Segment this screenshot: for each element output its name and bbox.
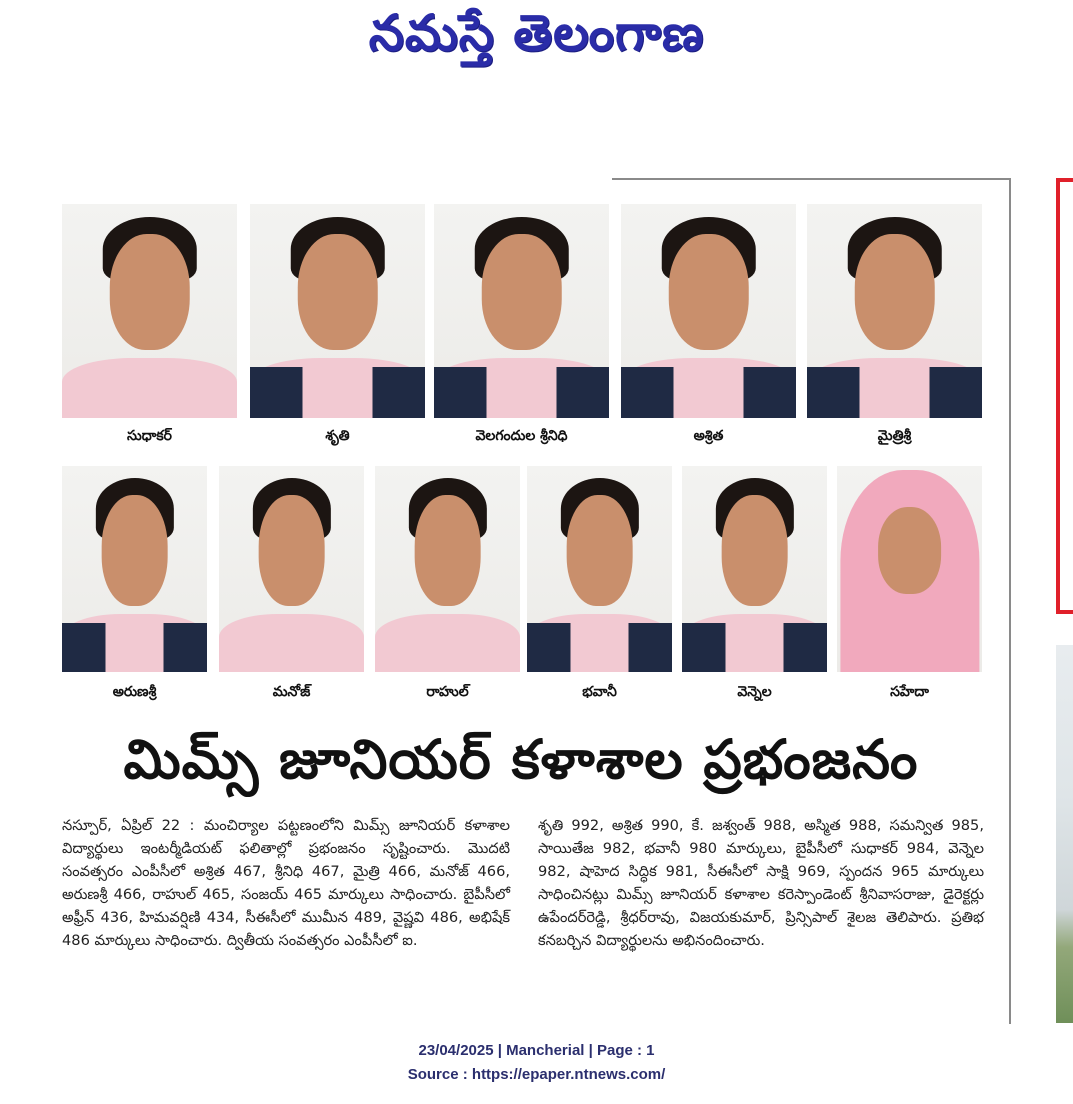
student-name-caption: సుధాకర్ bbox=[127, 428, 172, 444]
student-photo bbox=[250, 204, 425, 418]
student-photo bbox=[375, 466, 520, 672]
column-divider bbox=[1009, 178, 1011, 1024]
adjacent-article-photo bbox=[1056, 645, 1073, 1023]
student-photo bbox=[621, 204, 796, 418]
student-name-caption: మైత్రిశ్రీ bbox=[877, 428, 912, 444]
student-name-caption: వెలగందుల శ్రీనిధి bbox=[475, 428, 568, 444]
article-column-left bbox=[62, 814, 510, 952]
student-photo bbox=[837, 466, 982, 672]
student-photo bbox=[434, 204, 609, 418]
section-divider-top bbox=[612, 178, 1011, 180]
student-photo bbox=[807, 204, 982, 418]
student-name-caption: సహేదా bbox=[890, 684, 929, 700]
article-text-right: శృతి 992, అశ్రిత 990, కే. జశ్వంత్ 988, అస్మిత 988, సమన్విత 985, సాయితేజ 982, భవానీ 980 మార్కులు, బైపీసీలో సుధాకర్ 984, వెన్నెల 982, షాహెద సిద్ధిక 981, సీఈసీలో సాక్షి 969, స్పందన 965 మార్కులు సాధించినట్లు మిమ్స్ జూనియర్ కళాశాల కరెస్పాండెంట్ శ్రీనివాసరాజు, డైరెక్టర్లు ఉపేందర్‌రెడ్డి, శ్రీధర్‌రావు, విజయకుమార్, ప్రిన్సిపాల్ శైలజ తెలిపారు. ప్రతిభ కనబర్చిన విద్యార్థులను అభినందించారు. bbox=[538, 817, 984, 949]
student-photo bbox=[62, 466, 207, 672]
student-photo bbox=[219, 466, 364, 672]
student-name-caption: అశ్రిత bbox=[693, 428, 724, 444]
student-name-caption: శృతి bbox=[325, 428, 350, 444]
newspaper-masthead: నమస్తే తెలంగాణ bbox=[368, 4, 705, 62]
article-text-left: నస్పూర్, ఏప్రిల్ 22 : మంచిర్యాల పట్టణంలోని మిమ్స్ జూనియర్ కళాశాల విద్యార్థులు ఇంటర్మీడియట్ ఫలితాల్లో ప్రభంజనం సృష్టించారు. మొదటి సంవత్సరం ఎంపీసీలో అశ్రిత 467, శ్రీనిధి 467, మైత్రి 466, మనోజ్ 466, అరుణశ్రీ 466, రాహుల్ 465, సంజయ్ 465 మార్కులు సాధించారు. బైపీసీలో అఫ్రీన్ 436, హిమవర్షిణి 434, సీఈసీలో ముమీన 489, వైష్ణవి 486, అభిషేక్ 486 మార్కులు సాధించారు. ద్వితీయ సంవత్సరం ఎంపీసీలో ఐ. bbox=[62, 817, 510, 949]
student-name-caption: రాహుల్ bbox=[426, 684, 469, 700]
student-photo bbox=[527, 466, 672, 672]
student-photo bbox=[62, 204, 237, 418]
article-column-right bbox=[538, 814, 984, 952]
footer-date-edition: 23/04/2025 | Mancherial | Page : 1 bbox=[418, 1042, 655, 1059]
student-name-caption: భవానీ bbox=[582, 684, 617, 700]
student-photo bbox=[682, 466, 827, 672]
adjacent-article-border bbox=[1056, 178, 1073, 614]
student-name-caption: అరుణశ్రీ bbox=[112, 684, 157, 700]
article-headline: మిమ్స్ జూనియర్ కళాశాల ప్రభంజనం bbox=[123, 728, 919, 791]
student-name-caption: వెన్నెల bbox=[737, 684, 772, 700]
footer-source-link[interactable]: Source : https://epaper.ntnews.com/ bbox=[407, 1066, 666, 1083]
student-name-caption: మనోజ్ bbox=[272, 684, 311, 700]
